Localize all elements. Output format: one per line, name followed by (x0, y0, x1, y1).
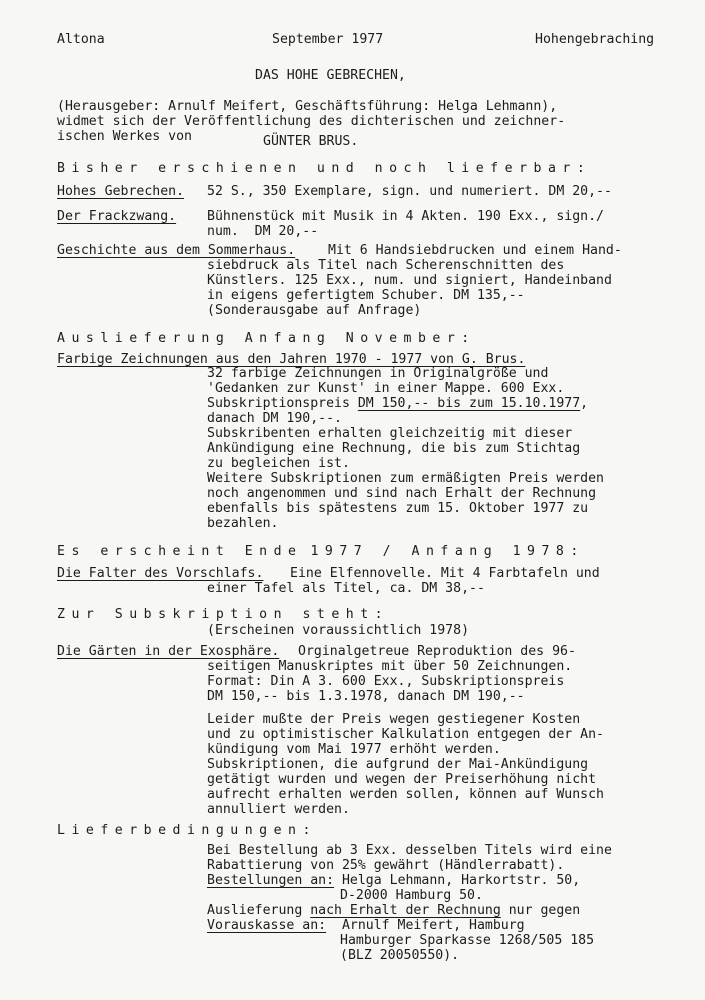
delivery-rest: nur gegen (500, 903, 581, 918)
comma: , (580, 396, 589, 411)
subscription-label: Subskriptionspreis (207, 396, 358, 411)
header-place-left: Altona (57, 32, 105, 47)
terms-line: D-2000 Hamburg 50. (340, 888, 483, 903)
orders-address: Helga Lehmann, Harkortstr. 50, (334, 873, 581, 888)
prepayment-label: Vorauskasse an: (207, 918, 327, 933)
book-details: und zu optimistischer Kalkulation entgegen der An- (207, 727, 604, 742)
book-details: Eine Elfennovelle. Mit 4 Farbtafeln und (290, 566, 600, 581)
book-details: bezahlen. (207, 516, 279, 531)
book-title: Farbige Zeichnungen aus den Jahren 1970 - 1977 von G. Brus. (57, 352, 526, 367)
book-details: einer Tafel als Titel, ca. DM 38,-- (207, 581, 485, 596)
intro-line: ischen Werkes von (57, 129, 192, 144)
delivery-condition: nach Erhalt der Rechnung (310, 903, 501, 918)
book-title: Geschichte aus dem Sommerhaus. (57, 243, 296, 258)
delivery-label: Auslieferung (207, 903, 311, 918)
book-details: getätigt wurden und wegen der Preiserhöhung nicht (207, 772, 597, 787)
terms-line (207, 918, 525, 933)
book-details: DM 150,-- bis 1.3.1978, danach DM 190,-- (207, 689, 525, 704)
section-note: (Erscheinen voraussichtlich 1978) (207, 623, 470, 638)
intro-line: widmet sich der Veröffentlichung des dichterischen und zeichner- (57, 114, 566, 129)
book-details: Subskriptionen, die aufgrund der Mai-Ankündigung (207, 757, 589, 772)
book-details: num. DM 20,-- (207, 224, 319, 239)
terms-line: Rabattierung von 25% gewährt (Händlerrabatt). (207, 858, 565, 873)
book-title: Der Frackzwang. (57, 209, 177, 224)
terms-line (207, 873, 580, 888)
book-details: aufrecht erhalten werden sollen, können auf Wunsch (207, 787, 604, 802)
orders-label: Bestellungen an: (207, 873, 335, 888)
book-details: siebdruck als Titel nach Scherenschnitten des (207, 258, 565, 273)
terms-line: (BLZ 20050550). (340, 948, 460, 963)
book-details: zu begleichen ist. (207, 456, 350, 471)
book-details: annulliert werden. (207, 802, 350, 817)
book-details: 52 S., 350 Exemplare, sign. und numeriert. DM 20,-- (207, 184, 612, 199)
book-details: ebenfalls bis spätestens zum 15. Oktober 1977 zu (207, 501, 589, 516)
section-heading (57, 544, 585, 559)
author-name: GÜNTER BRUS. (263, 134, 359, 149)
book-details: Subskribenten erhalten gleichzeitig mit dieser (207, 426, 573, 441)
book-details: Format: Din A 3. 600 Exx., Subskriptionspreis (207, 674, 565, 689)
section-heading: Zur Subskription steht: (57, 607, 390, 622)
book-details: (Sonderausgabe auf Anfrage) (207, 303, 422, 318)
section-heading-part: 1977 / Anfang 1978: (310, 544, 585, 559)
section-heading: Auslieferung Anfang November: (57, 331, 476, 346)
book-details: Leider mußte der Preis wegen gestiegener Kosten (207, 712, 581, 727)
book-title: Die Falter des Vorschlafs. (57, 566, 264, 581)
book-details: danach DM 190,--. (207, 411, 342, 426)
book-details: seitigen Manuskriptes mit über 50 Zeichnungen. (207, 659, 573, 674)
intro-line: (Herausgeber: Arnulf Meifert, Geschäftsführung: Helga Lehmann), (57, 99, 558, 114)
book-details: Mit 6 Handsiebdrucken und einem Hand- (328, 243, 622, 258)
terms-line (207, 903, 580, 918)
section-heading: Bisher erschienen und noch lieferbar: (57, 161, 592, 176)
book-details: Ankündigung eine Rechnung, die bis zum Stichtag (207, 441, 581, 456)
book-title: Hohes Gebrechen. (57, 184, 185, 199)
book-details: Weitere Subskriptionen zum ermäßigten Preis werden (207, 471, 604, 486)
header-place-right: Hohengebraching (535, 32, 655, 47)
book-details: Orginalgetreue Reproduktion des 96- (298, 644, 576, 659)
prepayment-recipient: Arnulf Meifert, Hamburg (326, 918, 525, 933)
book-details (207, 396, 588, 411)
terms-line: Bei Bestellung ab 3 Exx. desselben Titels wird eine (207, 843, 612, 858)
book-details: Künstlers. 125 Exx., num. und signiert, Handeinband (207, 273, 612, 288)
section-heading-part: Es erscheint Ende (57, 544, 303, 559)
book-details: 32 farbige Zeichnungen in Originalgröße und (207, 366, 549, 381)
book-details: in eigens gefertigtem Schuber. DM 135,-- (207, 288, 525, 303)
section-heading: Lieferbedingungen: (57, 823, 317, 838)
subscription-deadline: DM 150,-- bis zum 15.10.1977 (357, 396, 581, 411)
book-details: 'Gedanken zur Kunst' in einer Mappe. 600 Exx. (207, 381, 565, 396)
terms-line: Hamburger Sparkasse 1268/505 185 (340, 933, 595, 948)
header-date: September 1977 (272, 32, 384, 47)
book-details: noch angenommen und sind nach Erhalt der Rechnung (207, 486, 597, 501)
book-details: Bühnenstück mit Musik in 4 Akten. 190 Exx., sign./ (207, 209, 604, 224)
book-details: kündigung vom Mai 1977 erhöht werden. (207, 742, 501, 757)
book-title: Die Gärten in der Exosphäre. (57, 644, 280, 659)
page-title: DAS HOHE GEBRECHEN, (255, 68, 406, 83)
